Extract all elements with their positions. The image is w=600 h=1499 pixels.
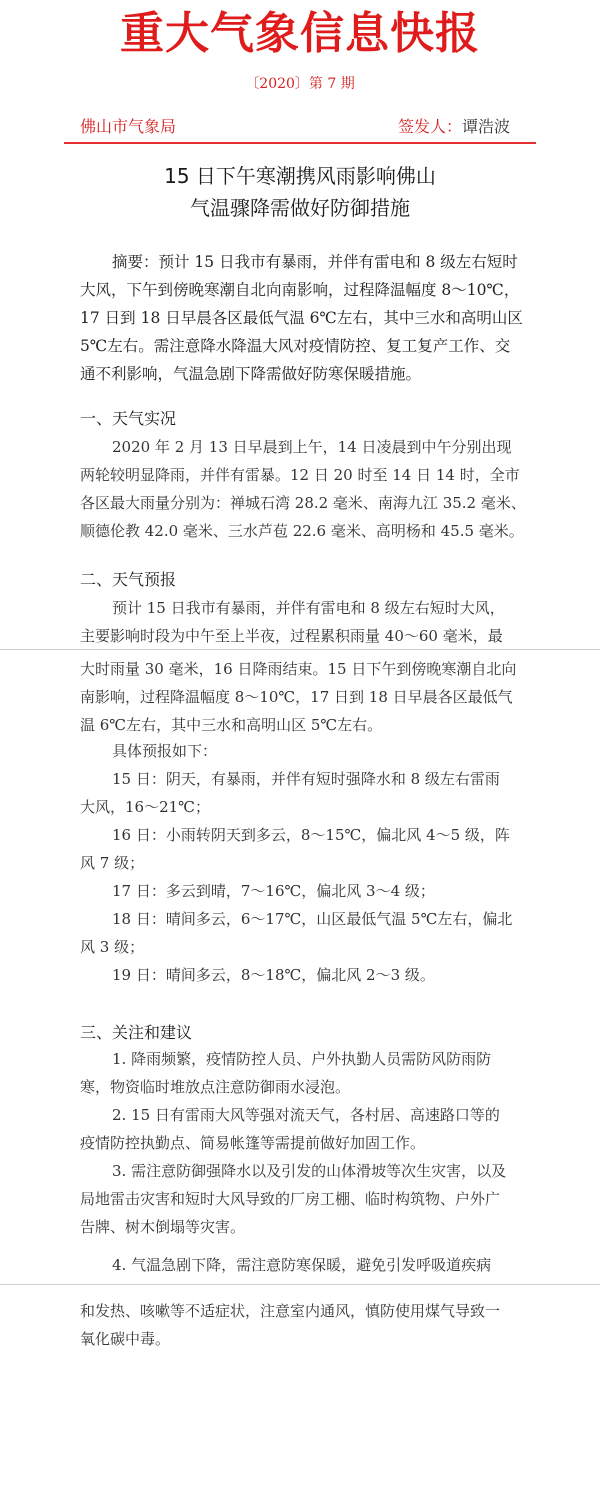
observations-line: 顺德伦教 42.0 毫米、三水芦苞 22.6 毫米、高明杨和 45.5 毫米。 [80,522,524,540]
summary-line: 大风，下午到傍晚寒潮自北向南影响，过程降温幅度 8～10℃， [80,281,520,299]
observations-line: 两轮较明显降雨，并伴有雷暴。12 日 20 时至 14 日 14 时，全市 [80,466,520,484]
advice-item-line: 局地雷击灾害和短时大风导致的厂房工棚、临时构筑物、户外广 [80,1190,501,1208]
issue-number: 〔2020〕第 7 期 [245,76,355,92]
advice-item-line: 1. 降雨频繁，疫情防控人员、户外执勤人员需防风防雨防 [112,1050,492,1068]
forecast-day-line: 15 日：阴天，有暴雨，并伴有短时强降水和 8 级左右雷雨 [112,770,500,788]
observations-line: 各区最大雨量分别为：禅城石湾 28.2 毫米、南海九江 35.2 毫米、 [80,494,526,512]
forecast-line: 南影响，过程降温幅度 8～10℃，17 日到 18 日早晨各区最低气 [80,688,513,706]
forecast-line: 主要影响时段为中午至上半夜，过程累积雨量 40～60 毫米，最 [80,627,503,645]
headline-line-1: 15 日下午寒潮携风雨影响佛山 [164,164,436,188]
advice-item-line: 寒，物资临时堆放点注意防御雨水浸泡。 [80,1078,351,1096]
advice-item-line: 疫情防控执勤点、简易帐篷等需提前做好加固工作。 [80,1134,426,1152]
observations-line: 2020 年 2 月 13 日早晨到上午，14 日凌晨到中午分别出现 [112,438,512,456]
forecast-day-line: 风 7 级； [80,854,145,872]
advice-list [80,1045,528,1241]
advice-item-4-top [80,1251,528,1279]
signer [398,116,510,138]
forecast-day-line: 风 3 级； [80,938,145,956]
signer-label: 签发人： [398,117,463,136]
issuing-agency: 佛山市气象局 [80,117,177,136]
signer-name: 谭浩波 [462,117,511,136]
forecast-paragraph-top [80,594,528,650]
advice-item-line: 2. 15 日有雷雨大风等强对流天气，各村居、高速路口等的 [112,1106,500,1124]
forecast-details [80,737,528,989]
advice-item-line: 告牌、树木倒塌等灾害。 [80,1218,246,1236]
forecast-paragraph-bottom [80,655,528,739]
forecast-day-line: 大风，16～21℃； [80,798,210,816]
forecast-detail-intro: 具体预报如下： [112,742,218,760]
summary-line: 17 日到 18 日早晨各区最低气温 6℃左右，其中三水和高明山区 [80,309,523,327]
forecast-line: 温 6℃左右，其中三水和高明山区 5℃左右。 [80,716,383,734]
summary-paragraph [80,248,528,388]
advice-item-line: 和发热、咳嗽等不适症状，注意室内通风，慎防使用煤气导致一 [80,1302,501,1320]
advice-item-line: 4. 气温急剧下降，需注意防寒保暖，避免引发呼吸道疾病 [112,1256,492,1274]
advice-item-line: 3. 需注意防御强降水以及引发的山体滑坡等次生灾害，以及 [112,1162,507,1180]
headline-line-2: 气温骤降需做好防御措施 [190,196,410,220]
section-heading-advice: 三、关注和建议 [80,1023,193,1042]
advice-item-line: 氧化碳中毒。 [80,1330,171,1348]
summary-line: 通不利影响，气温急剧下降需做好防寒保暖措施。 [80,365,422,383]
section-heading-forecast: 二、天气预报 [80,570,177,589]
header-divider [64,142,536,144]
advice-item-4-bottom [80,1297,528,1353]
forecast-line: 大时雨量 30 毫米，16 日降雨结束。15 日下午到傍晚寒潮自北向 [80,660,517,678]
page-break-line [0,649,600,650]
forecast-day-line: 18 日：晴间多云，6～17℃，山区最低气温 5℃左右，偏北 [112,910,513,928]
summary-line: 5℃左右。需注意降水降温大风对疫情防控、复工复产工作、交 [80,337,511,355]
forecast-day-line: 16 日：小雨转阴天到多云，8～15℃，偏北风 4～5 级，阵 [112,826,510,844]
bulletin-title: 重大气象信息快报 [120,8,480,59]
observations-paragraph [80,433,528,545]
forecast-day-line: 19 日：晴间多云，8～18℃，偏北风 2～3 级。 [112,966,435,984]
forecast-day-line: 17 日：多云到晴，7～16℃，偏北风 3～4 级； [112,882,435,900]
forecast-line: 预计 15 日我市有暴雨，并伴有雷电和 8 级左右短时大风， [112,599,505,617]
page-break-line [0,1284,600,1285]
section-heading-observations: 一、天气实况 [80,409,177,428]
summary-line: 摘要：预计 15 日我市有暴雨，并伴有雷电和 8 级左右短时 [112,253,518,271]
